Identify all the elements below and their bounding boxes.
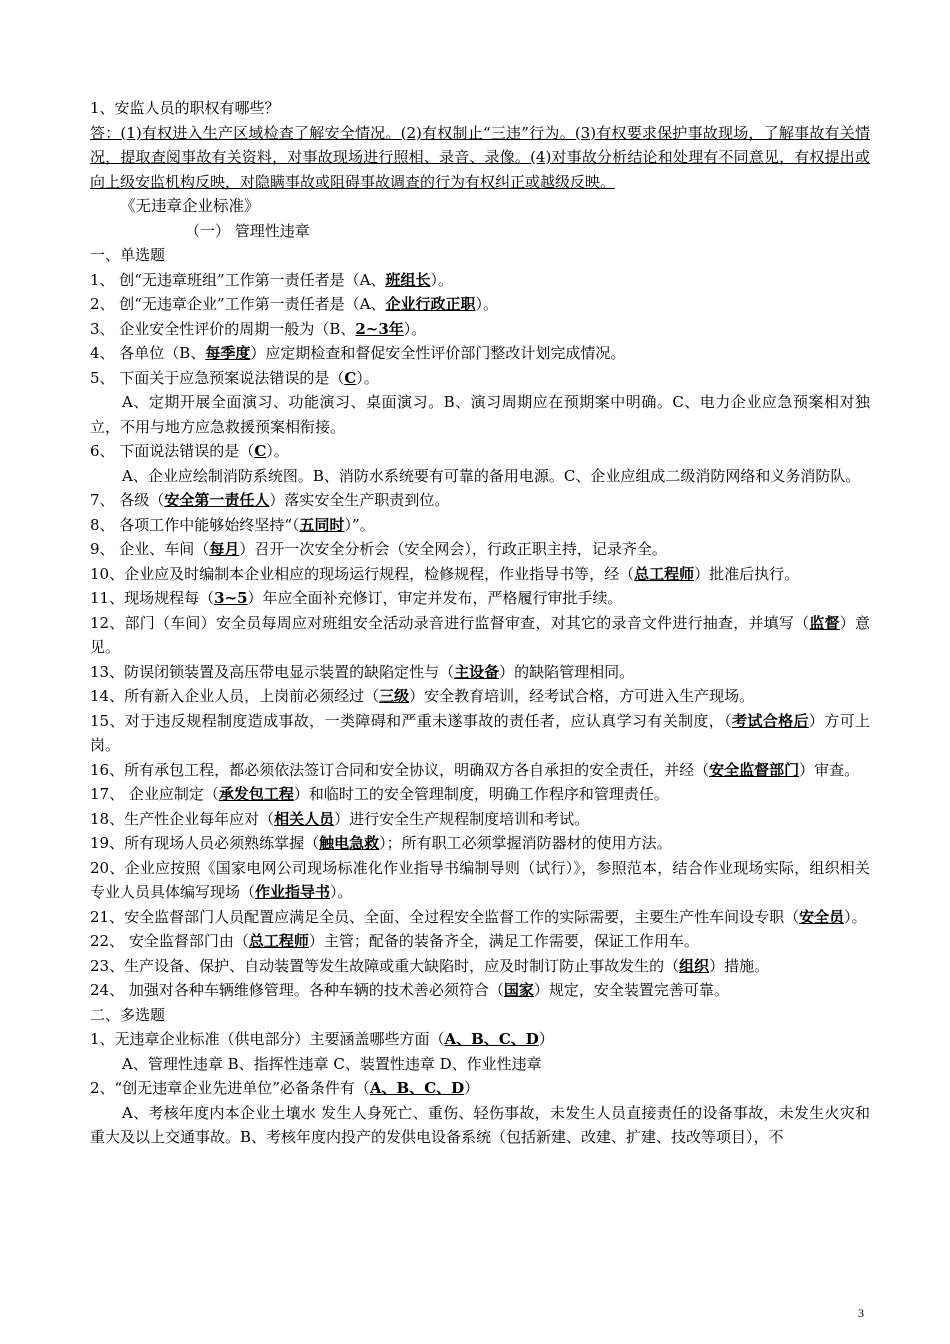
- multi-choice-options: [90, 1052, 870, 1077]
- single-choice-options: [90, 464, 870, 489]
- question-text-end: ）年应全面补充修订，审定并发布，严格履行审批手续。: [247, 589, 623, 607]
- single-choice-question: [90, 782, 870, 807]
- answer-text: 2~3年: [355, 319, 404, 338]
- answer-text: 监督: [809, 613, 840, 632]
- answer-text: 相关人员: [274, 809, 335, 828]
- page-number: 3: [858, 1306, 864, 1320]
- question-text: 3、 企业安全性评价的周期一般为（B、: [90, 319, 356, 338]
- single-choice-question: [90, 611, 870, 660]
- single-choice-question: [90, 513, 870, 538]
- answer-text: 考试合格后: [732, 711, 809, 730]
- answer-text: A、B、C、D: [444, 1030, 539, 1048]
- answer-text: 作业指导书: [255, 883, 331, 901]
- answer-text: 组织: [679, 956, 710, 975]
- question-text-end: ）措施。: [709, 956, 770, 975]
- question-text-end: ）落实安全生产职责到位。: [269, 491, 450, 509]
- question-text: 16、所有承包工程，都必须依法签订合同和安全协议，明确双方各自承担的安全责任，并经（: [90, 760, 710, 779]
- single-choice-question: [90, 709, 870, 758]
- multi-choice-options: [90, 1101, 870, 1150]
- question-text: 12、部门（车间）安全员每周应对班组安全活动录音进行监督审查，对其它的录音文件进行抽查，并填写（: [90, 613, 810, 632]
- answer-text: 总工程师: [634, 564, 695, 583]
- answer-text: 每月: [209, 540, 240, 558]
- single-choice-question: [90, 439, 870, 464]
- question-text-end: ）主管；配备的装备齐全，满足工作需要，保证工作用车。: [308, 932, 699, 950]
- question-text-end: ）。: [330, 883, 353, 901]
- document-page: [90, 96, 870, 1150]
- multi-choice-question: [90, 1076, 870, 1101]
- question-text-end: ）: [464, 1079, 480, 1097]
- question-text: 15、对于违反规程制度造成事故，一类障碍和严重未遂事故的责任者，应认真学习有关制度，（: [90, 711, 733, 730]
- question-text: 1、无违章企业标准（供电部分）主要涵盖哪些方面（: [90, 1030, 445, 1048]
- question-text-end: ）召开一次安全分析会（安全网会），行政正职主持，记录齐全。: [239, 540, 667, 558]
- question-text: A、企业应绘制消防系统图。B、消防水系统要有可靠的备用电源。C、企业应组成二级消防网络和义务消防队。: [122, 466, 861, 485]
- question-text: A、管理性违章 B、指挥性违章 C、装置性违章 D、作业性违章: [122, 1054, 542, 1073]
- question-text: A、定期开展全面演习、功能演习、桌面演习。B、演习周期应在预期案中明确。C、电力企业应急预案相对独立，不用与地方应急救援预案相衔接。: [90, 393, 870, 436]
- answer-text: A、B、C、D: [369, 1079, 465, 1097]
- single-choice-question: [90, 978, 870, 1003]
- answer-text: 总工程师: [248, 932, 309, 950]
- single-choice-question: [90, 905, 870, 930]
- document-title: 《无违章企业标准》: [120, 197, 260, 215]
- single-choice-question: [90, 929, 870, 954]
- question-text: 2、 创“无违章企业”工作第一责任者是（A、: [90, 295, 386, 313]
- question-text-end: ）。: [475, 295, 499, 313]
- single-choice-question: [90, 807, 870, 832]
- question-text: 9、 企业、车间（: [90, 540, 210, 558]
- question-text-end: ）规定，安全装置完善可靠。: [533, 981, 729, 999]
- question-text-end: ）进行安全生产规程制度培训和考试。: [334, 809, 590, 828]
- answer-text: 3~5: [214, 589, 248, 607]
- question-text-end: ）和临时工的安全管理制度，明确工作程序和管理责任。: [293, 785, 669, 803]
- question-text: 4、 各单位（B、: [90, 344, 206, 362]
- single-choice-question: [90, 562, 870, 587]
- single-choice-question: [90, 292, 870, 317]
- question-text-end: ）。: [266, 442, 289, 460]
- question-text: 22、 安全监督部门由（: [90, 932, 249, 950]
- question-text: A、考核年度内本企业土壤水 发生人身死亡、重伤、轻伤事故，未发生人员直接责任的设备事故，未发生火灾和重大及以上交通事故。B、考核年度内投产的发供电设备系统（包括新建、改建、扩建、技改等项目），不: [90, 1103, 870, 1146]
- single-choice-question: [90, 586, 870, 611]
- multi-choice-question: [90, 1027, 870, 1052]
- question-text-end: ）批准后执行。: [694, 564, 800, 583]
- question-text: 10、企业应及时编制本企业相应的现场运行规程，检修规程，作业指导书等，经（: [90, 564, 635, 583]
- multi-choice-list: [90, 1027, 870, 1150]
- question-text: 14、所有新入企业人员，上岗前必须经过（: [90, 687, 380, 705]
- single-choice-question: [90, 660, 870, 685]
- question-1: 1、安监人员的职权有哪些？: [90, 99, 280, 117]
- single-choice-question: [90, 954, 870, 979]
- answer-1: 答：(1)有权进入生产区域检查了解安全情况。(2)有权制止“三违”行为。(3)有权要求保护事故现场，了解事故有关情况，提取查阅事故有关资料，对事故现场进行照相、录音、录像。(4)对事故分析结论和处理有不同意见，有权提出或向上级安监机构反映，对隐瞒事故或阻碍事故调查的行为有权纠正或越级反映。: [90, 123, 870, 191]
- question-text: 21、安全监督部门人员配置应满足全员、全面、全过程安全监督工作的实际需要，主要生产性车间设专职（: [90, 907, 800, 926]
- single-choice-question: [90, 537, 870, 562]
- question-text: 18、生产性企业每年应对（: [90, 809, 275, 828]
- single-choice-question: [90, 856, 870, 905]
- single-choice-question: [90, 366, 870, 391]
- question-text: 1、 创“无违章班组”工作第一责任者是（A、: [90, 270, 386, 289]
- question-text-end: ）: [538, 1030, 554, 1048]
- answer-text: 企业行政正职: [385, 295, 476, 313]
- section-subtitle: （一） 管理性违章: [185, 221, 310, 240]
- single-choice-question: [90, 758, 870, 783]
- answer-text: 安全员: [799, 907, 845, 926]
- answer-text: 安全监督部门: [709, 760, 800, 779]
- question-text: 20、企业应按照《国家电网公司现场标准化作业指导书编制导则（试行）》，参照范本，结合作业现场实际，组织相关专业人员具体编写现场（: [90, 858, 870, 901]
- answer-text: 承发包工程: [218, 785, 294, 803]
- answer-text: 安全第一责任人: [164, 491, 270, 509]
- question-text: 11、现场规程每（: [90, 589, 215, 607]
- answer-text: 五同时: [299, 515, 345, 534]
- question-text-end: ）。: [403, 319, 427, 338]
- question-text: 17、 企业应制定（: [90, 785, 219, 803]
- question-text-end: ）审查。: [799, 760, 860, 779]
- question-text: 13、防误闭锁装置及高压带电显示装置的缺陷定性与（: [90, 662, 455, 681]
- single-choice-options: [90, 390, 870, 439]
- answer-text: 触电急救: [319, 834, 380, 852]
- answer-text: 主设备: [454, 662, 500, 681]
- question-text-end: ）的缺陷管理相同。: [499, 662, 635, 681]
- section-title-single-choice: 一、单选题: [90, 246, 166, 264]
- question-text-end: ）。: [430, 270, 454, 289]
- single-choice-question: [90, 488, 870, 513]
- question-text-end: ）方可上岗。: [90, 711, 870, 754]
- question-text: 6、 下面说法错误的是（: [90, 442, 255, 460]
- question-text-end: ）。: [356, 368, 379, 387]
- question-text-end: ）”。: [344, 515, 375, 534]
- single-choice-list: [90, 268, 870, 1003]
- question-text-end: ）；所有职工必须掌握消防器材的使用方法。: [379, 834, 672, 852]
- question-text-end: ）意见。: [90, 613, 870, 656]
- single-choice-question: [90, 268, 870, 293]
- question-text: 5、 下面关于应急预案说法错误的是（: [90, 368, 345, 387]
- section-title-multi-choice: 二、多选题: [90, 1005, 166, 1024]
- question-text: 24、 加强对各种车辆维修管理。各种车辆的技术善必须符合（: [90, 981, 504, 999]
- question-text-end: ）应定期检查和督促安全性评价部门整改计划完成情况。: [250, 344, 626, 362]
- question-text: 19、所有现场人员必须熟练掌握（: [90, 834, 320, 852]
- question-text-end: ）。: [844, 907, 867, 926]
- question-text: 2、“创无违章企业先进单位”必备条件有（: [90, 1079, 370, 1097]
- answer-text: 每季度: [205, 344, 251, 362]
- question-text: 7、 各级（: [90, 491, 165, 509]
- answer-text: 三级: [379, 687, 410, 705]
- answer-text: C: [344, 368, 357, 387]
- answer-text: 国家: [503, 981, 534, 999]
- answer-text: C: [254, 442, 267, 460]
- single-choice-question: [90, 341, 870, 366]
- single-choice-question: [90, 684, 870, 709]
- question-text: 23、生产设备、保护、自动装置等发生故障或重大缺陷时，应及时制订防止事故发生的（: [90, 956, 680, 975]
- single-choice-question: [90, 831, 870, 856]
- question-text: 8、 各项工作中能够始终坚持“（: [90, 515, 300, 534]
- single-choice-question: [90, 317, 870, 342]
- answer-text: 班组长: [385, 270, 431, 289]
- question-text-end: ）安全教育培训，经考试合格，方可进入生产现场。: [409, 687, 755, 705]
